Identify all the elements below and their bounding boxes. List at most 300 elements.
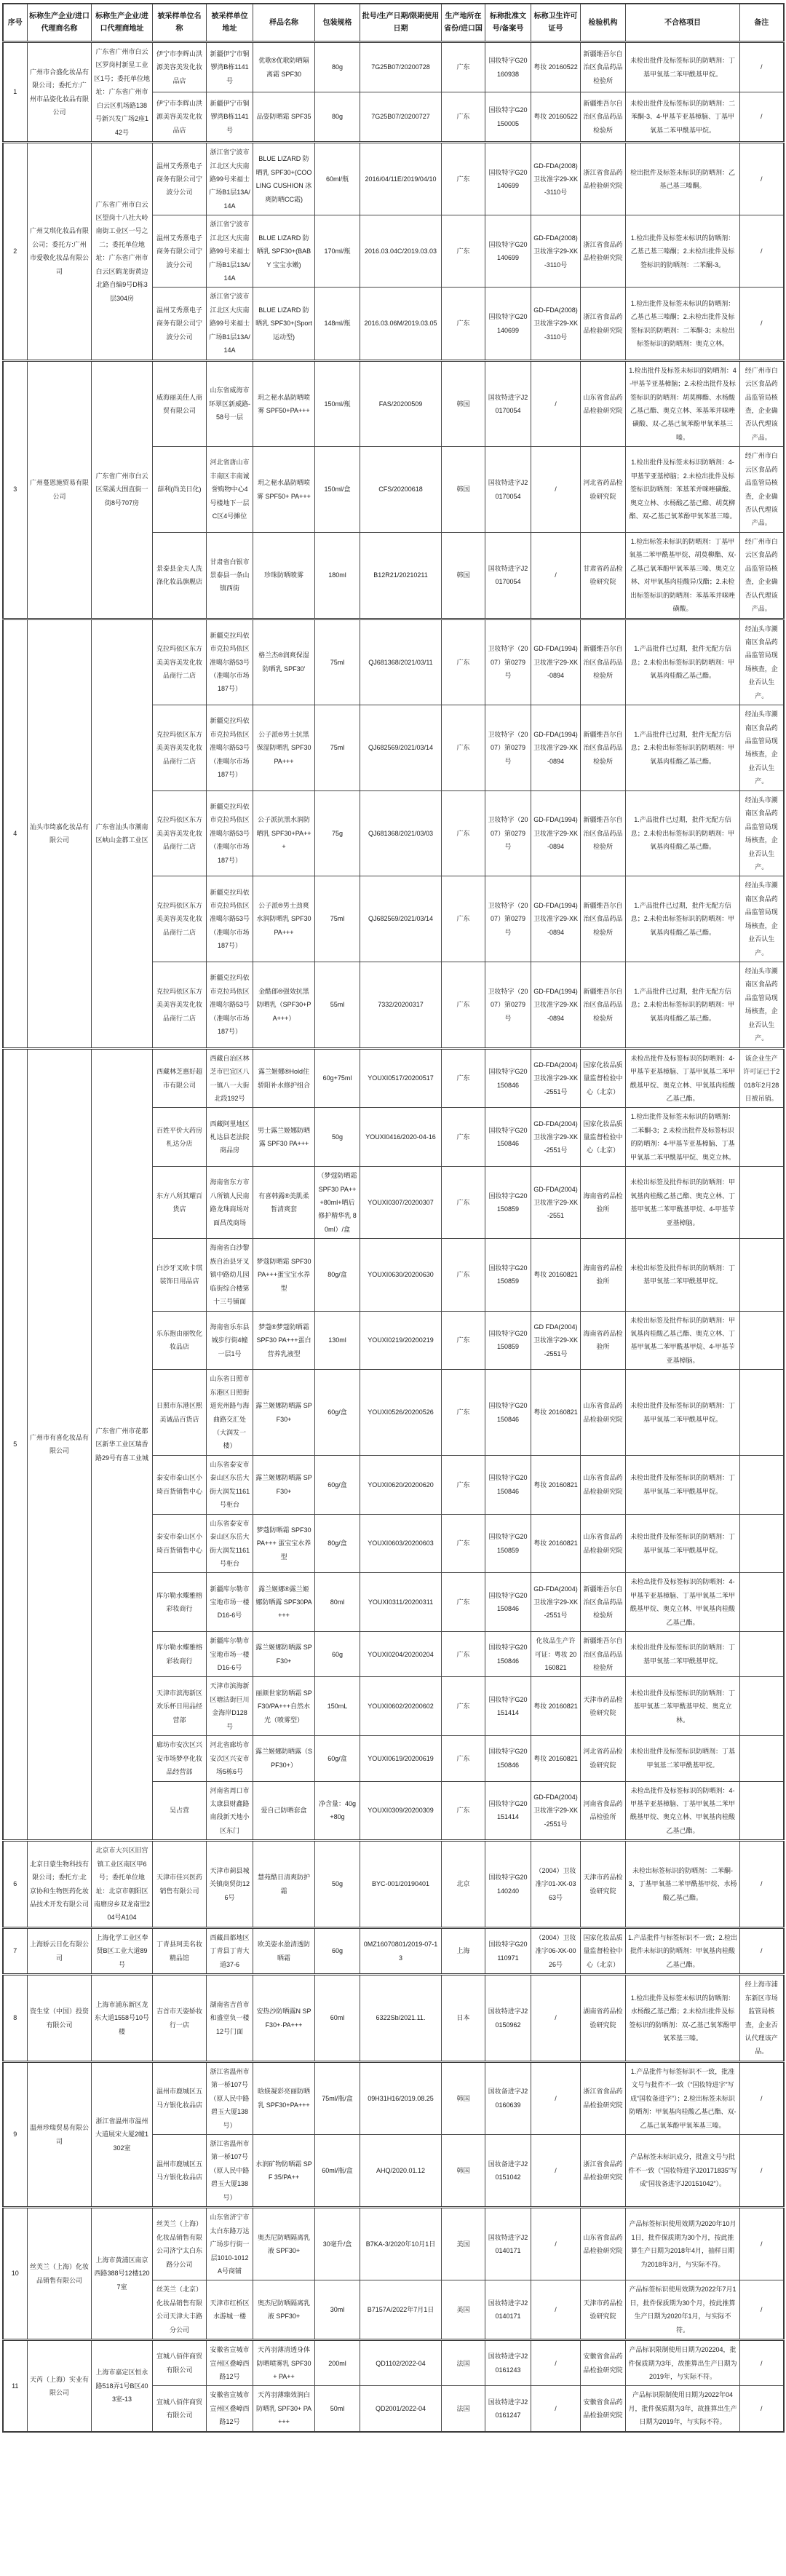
sampled-unit-address-cell: 海南省白沙黎族自治县牙叉镇中路幼儿园临街综合楼第十三号铺面 (207, 1239, 253, 1311)
remark-cell (740, 1781, 784, 1841)
origin-province-cell: 广东 (442, 1573, 485, 1632)
sample-name-cell: 慧苑酷日清爽防护霜 (253, 1841, 315, 1928)
company-address-cell: 广东省广州市花都区新华工业区瑞香路29号有喜工业城 (92, 1048, 153, 1841)
batch-date-cell: B7157A/2022年7月1日 (360, 2280, 442, 2340)
column-header: 不合格项目 (626, 4, 740, 42)
sample-name-cell: 爱自己防晒套盒 (253, 1781, 315, 1841)
batch-date-cell: QJ682569/2021/03/14 (360, 705, 442, 791)
failed-items-cell: 1.产品批件已过期，批件无配方信息；2.未检出标签标识的防晒剂：甲氧基肉桂酸乙基己酯。 (626, 619, 740, 705)
company-name-cell: 上海娇云日化有限公司 (28, 1927, 92, 1974)
origin-province-cell: 广东 (442, 1311, 485, 1370)
failed-items-cell: 检出批件及标签未标识的防晒剂：乙基己基三嗪酮。 (626, 143, 740, 215)
sample-name-cell: 奥杰尼防晒隔离乳液 SPF30+ (253, 2280, 315, 2340)
package-spec-cell: 200ml (315, 2340, 360, 2386)
failed-items-cell: 未检出批件及标签标识的防晒剂：二苯酮-3、4-甲基苄亚基樟脑、丁基甲氧基二苯甲酰基甲烷。 (626, 92, 740, 143)
approval-number-cell: 卫妆特字（2007）第0279号 (485, 790, 531, 876)
sampled-unit-address-cell: 浙江省温州市第一桥107号（原人民中路碧玉大厦138号） (207, 2135, 253, 2208)
package-spec-cell: 50g (315, 1108, 360, 1167)
inspection-agency-cell: 海南省药品检验所 (581, 1311, 626, 1370)
serial-number-cell: 2 (3, 143, 28, 361)
hygiene-license-cell: / (531, 360, 581, 447)
approval-number-cell: 国妆备进字J20160639 (485, 2061, 531, 2134)
approval-number-cell: 国妆特字G20150005 (485, 92, 531, 143)
approval-number-cell: 国妆特进字J20140171 (485, 2208, 531, 2280)
hygiene-license-cell: GD-FDA(2008)卫妆准字29-XK-3110号 (531, 215, 581, 288)
column-header: 标称批准文号/备案号 (485, 4, 531, 42)
package-spec-cell: 170ml/瓶 (315, 215, 360, 288)
failed-items-cell: 未检出批件及标签标识的防晒剂：丁基甲氧基二苯甲酰基甲烷。 (626, 1632, 740, 1677)
sample-name-cell: 露兰姬娜®露兰姬娜防晒露 SPF30PA+++ (253, 1573, 315, 1632)
sampled-unit-name-cell: 温州艾秀熹电子商务有限公司宁波分公司 (153, 143, 207, 215)
inspection-agency-cell: 国家化妆品质量监督检验中心（北京） (581, 1108, 626, 1167)
origin-province-cell: 广东 (442, 1677, 485, 1736)
sample-name-cell: BLUE LIZARD 防晒乳 SPF30+(COOLING CUSHION 冰爽防晒CC霜) (253, 143, 315, 215)
hygiene-license-cell: 粤妆 20160821 (531, 1370, 581, 1456)
batch-date-cell: 7G25B07/20200727 (360, 92, 442, 143)
sampled-unit-address-cell: 新疆克拉玛依市克拉玛依区准噶尔路53号（准噶尔市场187号） (207, 876, 253, 962)
hygiene-license-cell: （2004）卫妆准字01-XK-0363号 (531, 1841, 581, 1928)
column-header: 序号 (3, 4, 28, 42)
remark-cell: 该企业生产许可证已于2018年2月28日被吊销。 (740, 1048, 784, 1108)
remark-cell: 经汕头市潮南区食品药品监管局现场核查，企业否认生产。 (740, 619, 784, 705)
batch-date-cell: CFS/20200618 (360, 447, 442, 533)
remark-cell: 经广州市白云区食品药品监管局核查，企业确否认代理该产品。 (740, 447, 784, 533)
hygiene-license-cell: / (531, 2208, 581, 2280)
origin-province-cell: 广东 (442, 1455, 485, 1514)
column-header: 标称生产企业/进口代理商名称 (28, 4, 92, 42)
sampled-unit-name-cell: 库尔勒水蝶雅榕彩妆商行 (153, 1573, 207, 1632)
approval-number-cell: 国妆特字G20150846 (485, 1632, 531, 1677)
hygiene-license-cell: 粤妆 20160821 (531, 1677, 581, 1736)
failed-items-cell: 未检出标签标识的防晒剂：二苯酮-3、丁基甲氧基二苯甲酰基甲烷、水杨酸乙基己酯。 (626, 1841, 740, 1928)
sample-name-cell: 玥之秘水晶防晒喷雾 SPF50+ PA+++ (253, 447, 315, 533)
failed-items-cell: 未检出批件及标签标识的防晒剂：4-甲基苄亚基樟脑、丁基甲氧基二苯甲酰基甲烷、奥克立林、甲氧基肉桂酸乙基己酯。 (626, 1781, 740, 1841)
hygiene-license-cell: / (531, 1975, 581, 2062)
failed-items-cell: 未检出批件及标签标识的防晒剂：丁基甲氧基二苯甲酰基甲烷。 (626, 1370, 740, 1456)
sampled-unit-address-cell: 山东省济宁市太白东路万达广场步行街一层1010-1012A号商铺 (207, 2208, 253, 2280)
sampled-unit-address-cell: 浙江省宁波市江北区大庆南路99号来福士广场B1层13A/14A (207, 215, 253, 288)
remark-cell: / (740, 1841, 784, 1928)
sampled-unit-name-cell: 伊宁市李辉山洪源美容美发化妆品店 (153, 42, 207, 92)
approval-number-cell: 国妆特字G20150846 (485, 1048, 531, 1108)
sampled-unit-address-cell: 安徽省宣城市宣州区叠嶂西路12号 (207, 2340, 253, 2386)
sample-name-cell: 公子派抗黑水润防晒乳 SPF30+PA+++ (253, 790, 315, 876)
sample-name-cell: 有喜韩露®美肌柔皙清爽套 (253, 1167, 315, 1239)
package-spec-cell: 60g/盒 (315, 1370, 360, 1456)
hygiene-license-cell: GD-FDA(2004)卫妆准字29-XK-2551号 (531, 1108, 581, 1167)
sampled-unit-name-cell: 宣城八佰伴商贸有限公司 (153, 2386, 207, 2432)
origin-province-cell: 韩国 (442, 532, 485, 619)
approval-number-cell: 卫妆特字（2007）第0279号 (485, 962, 531, 1049)
table-row (3, 619, 784, 705)
sampled-unit-name-cell: 吴占营 (153, 1781, 207, 1841)
failed-items-cell: 1.检出批件及标签未标识的防晒剂：乙基己基三嗪酮；2.未检出批件及标签标识的防晒剂：二苯酮-3；未检出标签标识的防晒剂：奥克立林。 (626, 288, 740, 360)
sampled-unit-name-cell: 丁青县珂美名妆精品馆 (153, 1927, 207, 1974)
remark-cell: / (740, 92, 784, 143)
batch-date-cell: YOUXI0630/20200630 (360, 1239, 442, 1311)
failed-items-cell: 产品标签标识使用效期为2020年10月1日，批件保质期为30个月，按此推算生产日期为2018年4月，抽样日期为2018年3月，与实际不符。 (626, 2208, 740, 2280)
hygiene-license-cell: 粤妆 20160821 (531, 1455, 581, 1514)
package-spec-cell: 60ml (315, 1975, 360, 2062)
package-spec-cell: 75ml (315, 876, 360, 962)
hygiene-license-cell: / (531, 2135, 581, 2208)
origin-province-cell: 广东 (442, 619, 485, 705)
sample-name-cell: 梦蔻防晒霜 SPF30 PA+++ 蛋宝宝水养型 (253, 1514, 315, 1573)
sampled-unit-address-cell: 浙江省宁波市江北区大庆南路99号来福士广场B1层13A/14A (207, 288, 253, 360)
remark-cell: / (740, 2386, 784, 2432)
sampled-unit-name-cell: 泰安市泰山区小琦百货销售中心 (153, 1455, 207, 1514)
remark-cell: / (740, 143, 784, 215)
hygiene-license-cell: GD-FDA(1994)卫妆准字29-XK-0894 (531, 619, 581, 705)
batch-date-cell: 6322Sb/2021.11. (360, 1975, 442, 2062)
serial-number-cell: 7 (3, 1927, 28, 1974)
batch-date-cell: YOUXI0307/20200307 (360, 1167, 442, 1239)
package-spec-cell: 80g (315, 92, 360, 143)
hygiene-license-cell: GD-FDA(1994)卫妆准字29-XK-0894 (531, 876, 581, 962)
remark-cell (740, 1736, 784, 1781)
origin-province-cell: 广东 (442, 876, 485, 962)
package-spec-cell: 60ml/瓶/盒 (315, 2135, 360, 2208)
hygiene-license-cell: 粤妆 20160821 (531, 1239, 581, 1311)
remark-cell (740, 1632, 784, 1677)
hygiene-license-cell: GD-FDA(2004)卫妆准字29-XK-2551号 (531, 1573, 581, 1632)
origin-province-cell: 广东 (442, 1108, 485, 1167)
hygiene-license-cell: GD-FDA(2004)卫妆准字29-XK-2551 (531, 1167, 581, 1239)
batch-date-cell: YOUXI0219/20200219 (360, 1311, 442, 1370)
sampled-unit-name-cell: 温州市鹿城区五马方银化妆品店 (153, 2061, 207, 2134)
sample-name-cell: BLUE LIZARD 防晒乳 SPF30+(Sport 运动型) (253, 288, 315, 360)
batch-date-cell: 2016.03.04C/2019.03.03 (360, 215, 442, 288)
sampled-unit-name-cell: 景泰县金夫人洗涤化妆品旗舰店 (153, 532, 207, 619)
approval-number-cell: 国妆特字G20150859 (485, 1167, 531, 1239)
inspection-agency-cell: 新疆维吾尔自治区食品药品检验所 (581, 962, 626, 1049)
company-name-cell: 汕头市绮嘉化妆品有限公司 (28, 619, 92, 1048)
origin-province-cell: 广东 (442, 1632, 485, 1677)
company-address-cell: 上海市嘉定区恒永路518弄1号B区403室-13 (92, 2340, 153, 2432)
sampled-unit-address-cell: 山东省泰安市泰山区东岳大街大润发1161号柜台 (207, 1455, 253, 1514)
company-name-cell: 广州蔓恩施贸易有限公司 (28, 360, 92, 619)
sampled-unit-name-cell: 克拉玛依区东方美美容美发化妆品商行二店 (153, 876, 207, 962)
failed-items-cell: 未检出批件及标签标识的防晒剂：丁基甲氧基二苯甲酰基甲烷。 (626, 1455, 740, 1514)
sampled-unit-name-cell: 伊宁市李辉山洪源美容美发化妆品店 (153, 92, 207, 143)
sampled-unit-address-cell: 新疆库尔勒市宝地市场一楼D16-6号 (207, 1573, 253, 1632)
package-spec-cell: 净含量：40g+80g (315, 1781, 360, 1841)
inspection-agency-cell: 新疆维吾尔自治区食品药品检验所 (581, 705, 626, 791)
approval-number-cell: 卫妆特字（2007）第0279号 (485, 876, 531, 962)
inspection-agency-cell: 新疆维吾尔自治区食品药品检验所 (581, 619, 626, 705)
approval-number-cell: 国妆特字G20110971 (485, 1927, 531, 1974)
failed-items-cell: 1.检出标签未标识的防晒剂：丁基甲氧基二苯甲酰基甲烷、胡莫柳酯、双-乙基己氧苯酚甲氧苯基三嗪、奥克立林、对甲氧基肉桂酸异戊酯；2.未检出标签标识的防晒剂：苯基苯并咪唑磺酸。 (626, 532, 740, 619)
approval-number-cell: 国妆特字G20150859 (485, 1514, 531, 1573)
approval-number-cell: 国妆特进字J20161243 (485, 2340, 531, 2386)
sampled-unit-address-cell: 天津市红桥区水游城一楼 (207, 2280, 253, 2340)
serial-number-cell: 6 (3, 1841, 28, 1928)
hygiene-license-cell: GD-FDA(2004)卫妆准字29-XK-2551号 (531, 1781, 581, 1841)
serial-number-cell: 10 (3, 2208, 28, 2340)
origin-province-cell: 法国 (442, 2340, 485, 2386)
hygiene-license-cell: GD-FDA(1994)卫妆准字29-XK-0894 (531, 790, 581, 876)
column-header: 检验机构 (581, 4, 626, 42)
failed-items-cell: 1.检出批件及标签未标识的防晒剂：二苯酮-3；2.未检出批件及标签标识的防晒剂：4-甲基苄亚基樟脑、丁基甲氧基二苯甲酰基甲烷、奥克立林。 (626, 1108, 740, 1167)
package-spec-cell: 50g (315, 1841, 360, 1928)
failed-items-cell: 未检出标签及批件标识的防晒剂：甲氧基肉桂酸乙基己酯、奥克立林、丁基甲氧基二苯甲酰基甲烷、4-甲基苄亚基樟脑。 (626, 1311, 740, 1370)
package-spec-cell: 75ml (315, 705, 360, 791)
inspection-agency-cell: 浙江省食品药品检验研究院 (581, 2061, 626, 2134)
remark-cell: / (740, 215, 784, 288)
remark-cell: / (740, 42, 784, 92)
failed-items-cell: 未检出批件及标签标识的防晒剂：丁基甲氧基二苯甲酰基甲烷、奥克立林。 (626, 1677, 740, 1736)
approval-number-cell: 国妆特进字J20170054 (485, 360, 531, 447)
approval-number-cell: 国妆特进字J20161247 (485, 2386, 531, 2432)
sampled-unit-name-cell: 天津市滨海新区欢乐杯日用品经营部 (153, 1677, 207, 1736)
approval-number-cell: 国妆特字G20140240 (485, 1841, 531, 1928)
origin-province-cell: 广东 (442, 962, 485, 1049)
approval-number-cell: 国妆特字G20140699 (485, 143, 531, 215)
origin-province-cell: 广东 (442, 143, 485, 215)
inspection-agency-cell: 浙江省食品药品检验研究院 (581, 288, 626, 360)
package-spec-cell: 130ml (315, 1311, 360, 1370)
company-name-cell: 广州市有喜化妆品有限公司 (28, 1048, 92, 1841)
batch-date-cell: YOUXI0619/20200619 (360, 1736, 442, 1781)
sampled-unit-address-cell: 海南省东方市八所镇人民南路龙珠商场对面昌茂商场 (207, 1167, 253, 1239)
sampled-unit-address-cell: 西藏阿里地区札达县老法院商品房 (207, 1108, 253, 1167)
hygiene-license-cell: GD-FDA(2008)卫妆准字29-XK-3110号 (531, 288, 581, 360)
inspection-agency-cell: 河南省食品药品检验所 (581, 1781, 626, 1841)
failed-items-cell: 未检出批件及标签标识防晒剂：丁基甲氧基二苯甲酰基甲烷。 (626, 1736, 740, 1781)
approval-number-cell: 国妆特进字J20170054 (485, 532, 531, 619)
table-row (3, 2208, 784, 2280)
sample-name-cell: 露兰姬娜防晒露 SPF30+ (253, 1455, 315, 1514)
failed-items-cell: 未检出批件及标签标识的防晒剂：4-甲基苄亚基樟脑、丁基甲氧基二苯甲酰基甲烷、奥克立林、甲氧基肉桂酸乙基己酯。 (626, 1048, 740, 1108)
sample-name-cell: 玥之秘水晶防晒喷雾 SPF50+PA+++ (253, 360, 315, 447)
origin-province-cell: 北京 (442, 1841, 485, 1928)
origin-province-cell: 韩国 (442, 447, 485, 533)
inspection-agency-cell: 国家化妆品质量监督检验中心（北京） (581, 1927, 626, 1974)
sampled-unit-address-cell: 新疆克拉玛依市克拉玛依区准噶尔路53号（准噶尔市场187号） (207, 790, 253, 876)
origin-province-cell: 韩国 (442, 360, 485, 447)
sample-name-cell: 格兰杰®润爽保湿防晒乳 SPF30' (253, 619, 315, 705)
sampled-unit-name-cell: 克拉玛依区东方美美容美发化妆品商行二店 (153, 962, 207, 1049)
inspection-agency-cell: 天津市药品检验研究院 (581, 1677, 626, 1736)
sampled-unit-address-cell: 山东省威海市环翠区新威路-58号一层 (207, 360, 253, 447)
origin-province-cell: 法国 (442, 2386, 485, 2432)
origin-province-cell: 广东 (442, 1239, 485, 1311)
sampled-unit-name-cell: 克拉玛依区东方美美容美发化妆品商行二店 (153, 619, 207, 705)
sampled-unit-address-cell: 安徽省宣城市宣州区叠嶂西路12号 (207, 2386, 253, 2432)
failed-items-cell: 1.检出批件及标签未标识的防晒剂：水杨酸乙基己酯；2.未检出批件及标签标识的防晒剂：双-乙基己氧苯酚甲氧苯基三嗪。 (626, 1975, 740, 2062)
inspection-agency-cell: 浙江省食品药品检验研究院 (581, 215, 626, 288)
package-spec-cell: 30毫升/盒 (315, 2208, 360, 2280)
origin-province-cell: 韩国 (442, 2135, 485, 2208)
batch-date-cell: FAS/20200509 (360, 360, 442, 447)
approval-number-cell: 国妆特字G20150846 (485, 1108, 531, 1167)
batch-date-cell: YOUXI0416/2020-04-16 (360, 1108, 442, 1167)
table-row (3, 1841, 784, 1928)
failed-items-cell: 未检出标签及批件标识的防晒剂：丁基甲氧基二苯甲酰基甲烷。 (626, 1239, 740, 1311)
column-header: 生产地所在省份/进口国 (442, 4, 485, 42)
sample-name-cell: 露兰姬娜防晒露 SPF30+ (253, 1370, 315, 1456)
sample-name-cell: 晗媄凝彩亮丽防晒乳 SPF30+PA+++ (253, 2061, 315, 2134)
inspection-agency-cell: 新疆维吾尔自治区食品药品检验所 (581, 1632, 626, 1677)
remark-cell: / (740, 2280, 784, 2340)
sampled-unit-name-cell: 泰安市泰山区小琦百货销售中心 (153, 1514, 207, 1573)
batch-date-cell: YOUXI0204/20200204 (360, 1632, 442, 1677)
origin-province-cell: 广东 (442, 92, 485, 143)
serial-number-cell: 1 (3, 42, 28, 143)
sample-name-cell: 安热沙防晒露N SPF30+·PA+++ (253, 1975, 315, 2062)
origin-province-cell: 广东 (442, 705, 485, 791)
hygiene-license-cell: 粤妆 20160821 (531, 1514, 581, 1573)
column-header: 被采样单位地址 (207, 4, 253, 42)
hygiene-license-cell: / (531, 2061, 581, 2134)
batch-date-cell: QJ682569/2021/03/14 (360, 876, 442, 962)
column-header: 样品名称 (253, 4, 315, 42)
remark-cell: 经汕头市潮南区食品药品监管局现场核查，企业否认生产。 (740, 876, 784, 962)
approval-number-cell: 国妆特字G20150859 (485, 1239, 531, 1311)
failed-items-cell: 1.产品批件已过期，批件无配方信息；2.未检出标签标识的防晒剂：甲氧基肉桂酸乙基己酯。 (626, 962, 740, 1049)
batch-date-cell: 0MZ16070801/2019-07-13 (360, 1927, 442, 1974)
remark-cell (740, 1108, 784, 1167)
inspection-agency-cell: 山东省食品药品检验研究院 (581, 1370, 626, 1456)
hygiene-license-cell: （2004）卫妆准字06-XK-0026号 (531, 1927, 581, 1974)
sampled-unit-name-cell: 东方八所其耀百货店 (153, 1167, 207, 1239)
remark-cell (740, 1677, 784, 1736)
batch-date-cell: YOUXI0309/20200309 (360, 1781, 442, 1841)
approval-number-cell: 国妆特字G20151414 (485, 1677, 531, 1736)
company-name-cell: 广州艾琪化妆品有限公司；委托方:广州市爱敬化妆品有限公司 (28, 143, 92, 361)
sample-name-cell: 男士露兰姬娜防晒露 SPF30 PA+++ (253, 1108, 315, 1167)
sampled-unit-address-cell: 天津市滨海新区塘沽街巨川金海岸D128号 (207, 1677, 253, 1736)
company-name-cell: 天芮（上海）实业有限公司 (28, 2340, 92, 2432)
serial-number-cell: 5 (3, 1048, 28, 1841)
table-row (3, 1975, 784, 2062)
hygiene-license-cell: / (531, 2340, 581, 2386)
approval-number-cell: 国妆特字G20150846 (485, 1370, 531, 1456)
remark-cell: 经汕头市潮南区食品药品监管局现场核查，企业否认生产。 (740, 705, 784, 791)
company-name-cell: 温州珍瑞贸易有限公司 (28, 2061, 92, 2207)
batch-date-cell: 2016/04/11E/2019/04/10 (360, 143, 442, 215)
remark-cell (740, 1239, 784, 1311)
origin-province-cell: 美国 (442, 2280, 485, 2340)
remark-cell (740, 1455, 784, 1514)
package-spec-cell: 75ml (315, 619, 360, 705)
approval-number-cell: 国妆特进字J20170054 (485, 447, 531, 533)
package-spec-cell: 80g/盒 (315, 1239, 360, 1311)
sampled-unit-name-cell: 吉首市天姿娇妆行一店 (153, 1975, 207, 2062)
sampled-unit-address-cell: 新疆库尔勒市宝地市场一楼D16-6号 (207, 1632, 253, 1677)
remark-cell: / (740, 2340, 784, 2386)
batch-date-cell: 7G25B07/20200728 (360, 42, 442, 92)
table-row (3, 42, 784, 92)
package-spec-cell: 80ml (315, 1573, 360, 1632)
remark-cell (740, 1514, 784, 1573)
batch-date-cell: QD1102/2022-04 (360, 2340, 442, 2386)
failed-items-cell: 产品标识限制使用日期为2022年04月，批件保质期为3年，故推算出生产日期为2019年，与实际不符。 (626, 2386, 740, 2432)
origin-province-cell: 美国 (442, 2208, 485, 2280)
sample-name-cell: 水润矿物防晒霜 SPF 35/PA++ (253, 2135, 315, 2208)
inspection-agency-cell: 浙江省食品药品检验研究院 (581, 2135, 626, 2208)
failed-items-cell: 1.产品批件与标签标识不一致，批准文号与批件不一致（“国妆特进字”写成“国妆备进字”）；2.检出标签未标识防晒剂：甲氧基肉桂酸乙基己酯、双-乙基己氧苯酚甲氧苯基三嗪。 (626, 2061, 740, 2134)
inspection-agency-cell: 国家化妆品质量监督检验中心（北京） (581, 1048, 626, 1108)
remark-cell (740, 1370, 784, 1456)
company-name-cell: 北京日蒙生物科技有限公司；委托方:北京协和生物医药化妆品技术开发有限公司 (28, 1841, 92, 1928)
sampled-unit-address-cell: 河北省唐山市丰南区丰南诚誉购物中心4号楼地下一层C区4号摊位 (207, 447, 253, 533)
table-header-row (3, 4, 784, 42)
failed-items-cell: 未检出批件及标签标识的防晒剂：丁基甲氧基二苯甲酰基甲烷。 (626, 42, 740, 92)
package-spec-cell: 60ml/瓶 (315, 143, 360, 215)
hygiene-license-cell: GD FDA(2004)卫妆准字29-XK-2551号 (531, 1311, 581, 1370)
inspection-agency-cell: 海南省药品检验所 (581, 1167, 626, 1239)
remark-cell: / (740, 2135, 784, 2208)
inspection-agency-cell: 海南省药品检验所 (581, 1239, 626, 1311)
remark-cell: 经上海市浦东新区市场监管局核查，企业否认代理该产品。 (740, 1975, 784, 2062)
batch-date-cell: 2016.03.06M/2019.03.05 (360, 288, 442, 360)
serial-number-cell: 9 (3, 2061, 28, 2207)
approval-number-cell: 国妆特进字J20140171 (485, 2280, 531, 2340)
origin-province-cell: 广东 (442, 1048, 485, 1108)
origin-province-cell: 广东 (442, 1736, 485, 1781)
table-row (3, 1927, 784, 1974)
sampled-unit-address-cell: 甘肃省白银市景泰县一条山镇西街 (207, 532, 253, 619)
remark-cell: / (740, 2061, 784, 2134)
sampled-unit-name-cell: 百姓平价大药房札达分店 (153, 1108, 207, 1167)
sampled-unit-address-cell: 河南省周口市太康县财鑫路南段新天地小区东门 (207, 1781, 253, 1841)
inspection-agency-cell: 河北省药品检验研究院 (581, 447, 626, 533)
failed-items-cell: 1.产品批件已过期，批件无配方信息；2.未检出标签标识的防晒剂：甲氧基肉桂酸乙基己酯。 (626, 790, 740, 876)
batch-date-cell: B7KA-3/2020年10月1日 (360, 2208, 442, 2280)
sampled-unit-address-cell: 浙江省宁波市江北区大庆南路99号来福士广场B1层13A/14A (207, 143, 253, 215)
sampled-unit-name-cell: 日照市东港区熙美诚品百货店 (153, 1370, 207, 1456)
inspection-agency-cell: 浙江省食品药品检验研究院 (581, 143, 626, 215)
sampled-unit-address-cell: 天津市蓟县城关镇商贸街126号 (207, 1841, 253, 1928)
approval-number-cell: 国妆特字G20140699 (485, 215, 531, 288)
hygiene-license-cell: 粤妆 20160522 (531, 92, 581, 143)
package-spec-cell: 50ml (315, 2386, 360, 2432)
sample-name-cell: 品姿防晒霜 SPF35 (253, 92, 315, 143)
company-address-cell: 广东省广州市白云区罗岗村新星工业区1号；委托单位地址：广东省广州市白云区机场路138号新兴发广场2座142号 (92, 42, 153, 143)
column-header: 批号/生产日期/限期使用日期 (360, 4, 442, 42)
package-spec-cell: 55ml (315, 962, 360, 1049)
batch-date-cell: AHQ/2020.01.12 (360, 2135, 442, 2208)
serial-number-cell: 3 (3, 360, 28, 619)
remark-cell: 经汕头市潮南区食品药品监管局现场核查，企业否认生产。 (740, 790, 784, 876)
failed-items-cell: 产品标签标识使用效期为2022年7月1日，批件保质期为30个月，按此推算生产日期为2020年1月，与实际不符。 (626, 2280, 740, 2340)
hygiene-license-cell: GD-FDA(2008)卫妆准字29-XK-3110号 (531, 143, 581, 215)
inspection-agency-cell: 甘肃省药品检验研究院 (581, 532, 626, 619)
package-spec-cell: 60g (315, 1927, 360, 1974)
inspection-agency-cell: 天津市药品检验研究院 (581, 2280, 626, 2340)
batch-date-cell: YOUXI0517/20200517 (360, 1048, 442, 1108)
inspection-agency-cell: 新疆维吾尔自治区食品药品检验所 (581, 92, 626, 143)
origin-province-cell: 韩国 (442, 2061, 485, 2134)
company-address-cell: 广东省广州市白云区棠溪大围直街一街8号707房 (92, 360, 153, 619)
batch-date-cell: YOUXI0603/20200603 (360, 1514, 442, 1573)
company-name-cell: 丝芙兰（上海）化妆品销售有限公司 (28, 2208, 92, 2340)
failed-items-cell: 1.检出批件及标签未标识防晒剂：4-甲基苄亚基樟脑；2.未检出批件及标签标识防晒剂：苯基苯并咪唑磺酸、奥克立林、水杨酸乙基己酯、胡莫柳酯、双-乙基己氧苯酚甲氧苯基三嗪。 (626, 447, 740, 533)
sampled-unit-address-cell: 新疆伊宁市铜锣湾B栋1141号 (207, 42, 253, 92)
company-name-cell: 资生堂（中国）投资有限公司 (28, 1975, 92, 2062)
sample-name-cell: 露兰姬娜防晒露 SPF30+ (253, 1632, 315, 1677)
sample-name-cell: 优歌®优歌防晒隔离霜 SPF30 (253, 42, 315, 92)
table-row (3, 2061, 784, 2134)
batch-date-cell: YOUXI0620/20200620 (360, 1455, 442, 1514)
inspection-agency-cell: 山东省食品药品检验研究院 (581, 360, 626, 447)
hygiene-license-cell: / (531, 2280, 581, 2340)
sampled-unit-address-cell: 西藏昌都地区丁青县丁青大道37-6 (207, 1927, 253, 1974)
column-header: 标称生产企业/进口代理商地址 (92, 4, 153, 42)
sampled-unit-name-cell: 乐东抱由丽牧化妆品店 (153, 1311, 207, 1370)
company-address-cell: 上海市浦东新区龙东大道1558号10号楼 (92, 1975, 153, 2062)
